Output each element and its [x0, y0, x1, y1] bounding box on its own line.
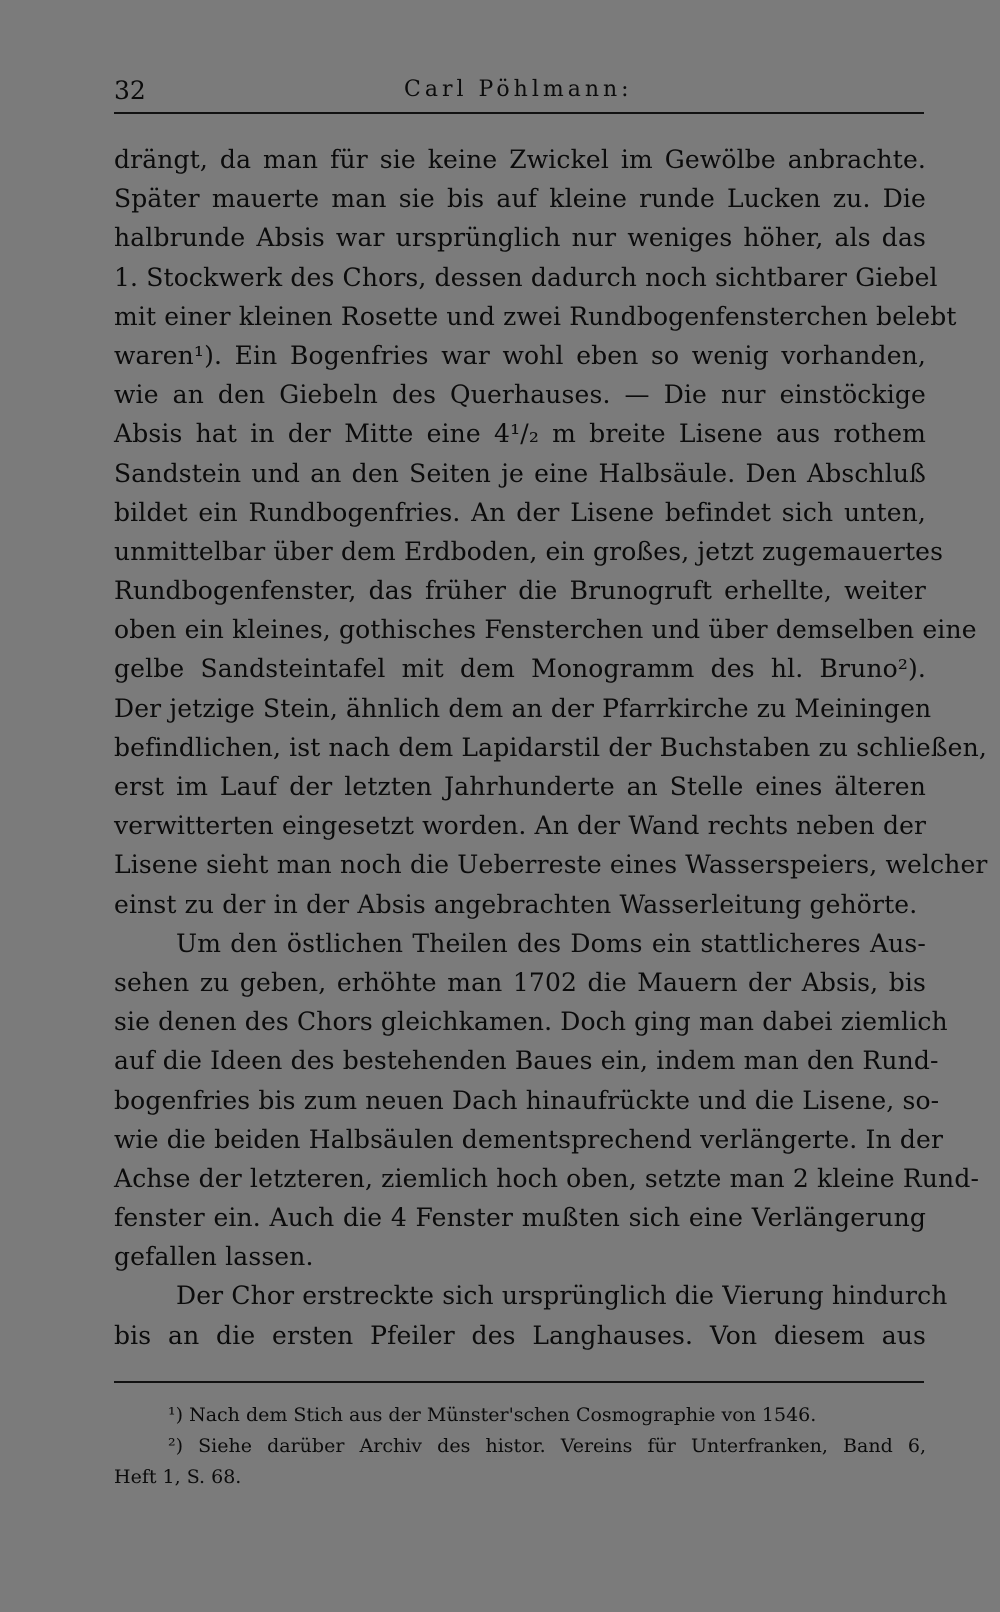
text-line: Um den östlichen Theilen des Doms ein stattlicheres Aus- [176, 928, 926, 958]
text-line: unmittelbar über dem Erdboden, ein großes, jetzt zugemauertes [114, 536, 944, 566]
text-line: befindlichen, ist nach dem Lapidarstil der Buchstaben zu schließen, [114, 732, 987, 762]
footnote-line: Heft 1, S. 68. [114, 1466, 242, 1488]
header-rule [114, 112, 924, 114]
text-line: wie die beiden Halbsäulen dementsprechend verlängerte. In der [114, 1124, 944, 1154]
text-line: Absis hat in der Mitte eine 4¹/₂ m breite Lisene aus rothem [114, 419, 926, 449]
text-line: fenster ein. Auch die 4 Fenster mußten sich eine Verlängerung [114, 1203, 926, 1233]
text-line: erst im Lauf der letzten Jahrhunderte an Stelle eines älteren [114, 772, 926, 801]
text-line: wie an den Giebeln des Querhauses. — Die nur einstöckige [114, 380, 926, 410]
text-line: gelbe Sandsteintafel mit dem Monogramm des hl. Bruno²). [114, 654, 926, 684]
footnote-line: ²) Siehe darüber Archiv des histor. Vereins für Unterfranken, Band 6, [168, 1435, 926, 1457]
page-header [114, 72, 924, 112]
text-line: mit einer kleinen Rosette und zwei Rundbogenfensterchen belebt [114, 301, 957, 331]
body-text [114, 140, 988, 1355]
text-line: bis an die ersten Pfeiler des Langhauses. Von diesem aus [114, 1320, 926, 1350]
running-head: Carl Pöhlmann: [404, 77, 633, 102]
text-line: Der jetzige Stein, ähnlich dem an der Pfarrkirche zu Meiningen [114, 693, 932, 723]
text-line: Rundbogenfenster, das früher die Brunogruft erhellte, weiter [114, 576, 926, 606]
text-line: Sandstein und an den Seiten je eine Halbsäule. Den Abschluß [114, 458, 926, 488]
text-line: einst zu der in der Absis angebrachten Wasserleitung gehörte. [114, 889, 918, 919]
text-line: gefallen lassen. [114, 1242, 314, 1272]
text-line: bildet ein Rundbogenfries. An der Lisene befindet sich unten, [114, 497, 926, 527]
footnote-rule [114, 1381, 924, 1383]
text-line: Später mauerte man sie bis auf kleine runde Lucken zu. Die [114, 184, 926, 214]
text-line: sie denen des Chors gleichkamen. Doch ging man dabei ziemlich [114, 1007, 948, 1037]
text-line: Achse der letzteren, ziemlich hoch oben, setzte man 2 kleine Rund- [114, 1163, 980, 1193]
footnotes [114, 1400, 926, 1493]
text-line: Der Chor erstreckte sich ursprünglich die Vierung hindurch [176, 1281, 948, 1311]
text-line: auf die Ideen des bestehenden Baues ein, indem man den Rund- [114, 1046, 939, 1076]
text-line: sehen zu geben, erhöhte man 1702 die Mauern der Absis, bis [114, 967, 926, 997]
text-line: Lisene sieht man noch die Ueberreste eines Wasserspeiers, welcher [114, 850, 988, 880]
text-line: bogenfries bis zum neuen Dach hinaufrückte und die Lisene, so- [114, 1085, 940, 1115]
text-line: 1. Stockwerk des Chors, dessen dadurch noch sichtbarer Giebel [114, 262, 938, 292]
page-number: 32 [114, 76, 146, 105]
text-line: oben ein kleines, gothisches Fensterchen und über demselben eine [114, 615, 977, 645]
footnote-line: ¹) Nach dem Stich aus der Münster'schen Cosmographie von 1546. [168, 1404, 817, 1426]
text-line: drängt, da man für sie keine Zwickel im Gewölbe anbrachte. [114, 145, 926, 174]
text-line: halbrunde Absis war ursprünglich nur weniges höher, als das [114, 223, 926, 253]
text-line: verwitterten eingesetzt worden. An der Wand rechts neben der [114, 811, 927, 841]
text-line: waren¹). Ein Bogenfries war wohl eben so wenig vorhanden, [114, 340, 926, 370]
